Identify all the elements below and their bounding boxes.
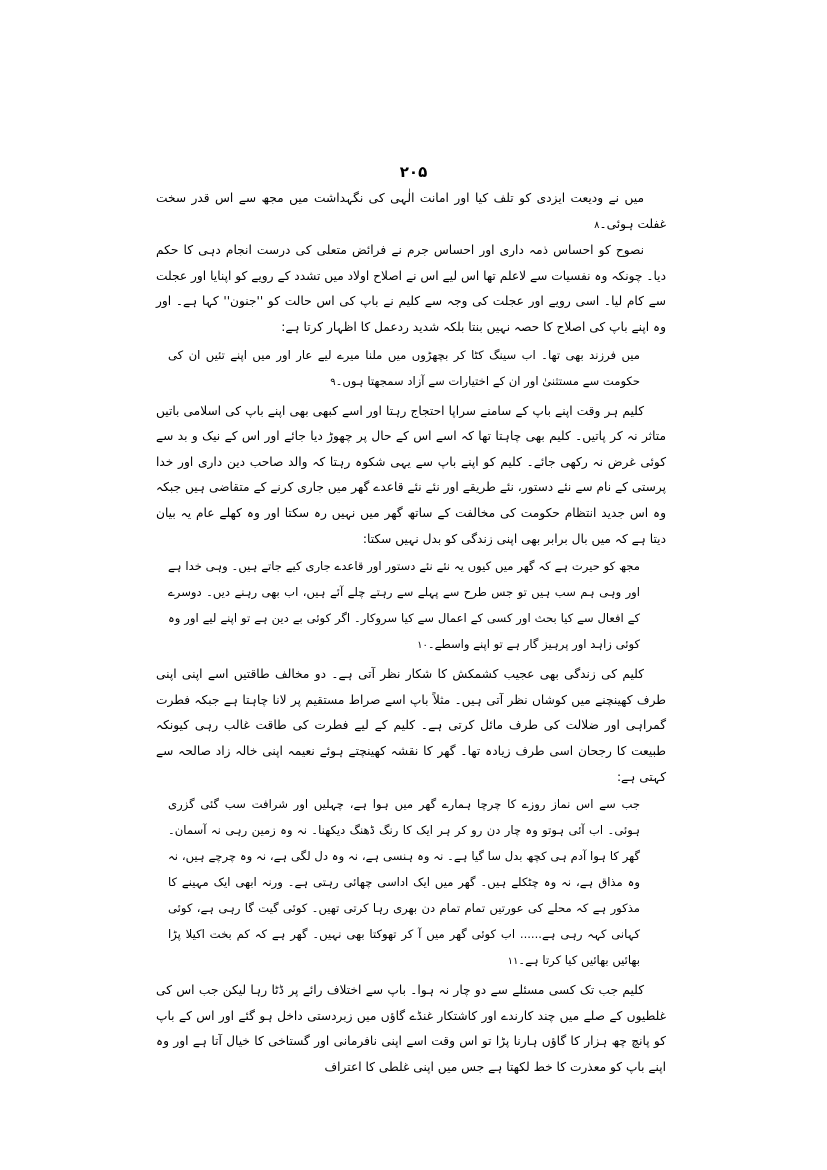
paragraph [156, 238, 666, 340]
quote-text: جب سے اس نماز روزے کا چرچا ہمارے گھر میں ہوا ہے، چہلیں اور شرافت سب گئی گزری ہوئی۔ اب آئی ہوتو وہ چار دن رو کر ہر ایک کا رنگ ڈھنگ دیکھنا۔ نہ وہ زمین رہی نہ آسمان۔ گھر کا ہوا آدم ہی کچھ بدل سا گیا ہے۔ نہ وہ ہنسی ہے، نہ وہ دل لگی ہے، نہ وہ چرچے ہیں، نہ وہ مذاق ہے، نہ وہ چٹکلے ہیں۔ گھر میں ایک اداسی چھائی رہتی ہے۔ ورنہ ابھی ایک مہینے کا مذکور ہے کہ محلے کی عورتیں تمام تمام دن بھری رہا کرتی تھیں۔ کوئی گیت گا رہی ہے، کوئی کہانی کہہ رہی ہے...... اب کوئی گھر میں آ کر تھوکتا بھی نہیں۔ گھر ہے کہ کم بخت اکیلا پڑا بھائیں بھائیں کیا کرتا ہے۔ [168, 797, 640, 968]
paragraph-text: میں نے ودیعت ایزدی کو تلف کیا اور امانت الٰہی کی نگہداشت میں مجھ سے اس قدر سخت غفلت ہوئی۔ [156, 191, 666, 231]
page-number: ۲۰۵ [399, 163, 428, 181]
paragraph-text: کلیم کی زندگی بھی عجیب کشمکش کا شکار نظر آتی ہے۔ دو مخالف طاقتیں اسے اپنی اپنی طرف کھینچنے میں کوشاں نظر آتی ہیں۔ مثلاً باپ اسے صراط مستقیم پر لانا چاہتا ہے جبکہ فطرت گمراہی اور ضلالت کی طرف مائل کرتی ہے۔ کلیم کے لیے فطرت کی طاقت غالب رہی کیونکہ طبیعت کا رجحان اسی طرف زیادہ تھا۔ گھر کا نقشہ کھینچتے ہوئے نعیمہ اپنی خالہ زاد صالحہ سے کہتی ہے: [156, 667, 666, 784]
paragraph [156, 662, 666, 790]
paragraph [156, 186, 666, 238]
paragraph [156, 978, 666, 1080]
page-body [156, 186, 666, 1080]
quote-text: میں فرزند بھی تھا۔ اب سینگ کٹا کر بچھڑوں میں ملنا میرے لیے عار اور میں اپنے تئیں ان کی حکومت سے مستثنیٰ اور ان کے اختیارات سے آزاد سمجھتا ہوں۔ [168, 347, 640, 388]
quote-text: مجھ کو حیرت ہے کہ گھر میں کیوں یہ نئے نئے دستور اور قاعدے جاری کیے جاتے ہیں۔ وہی خدا ہے اور وہی ہم سب ہیں تو جس طرح سے پہلے سے رہتے چلے آئے ہیں، اب بھی رہنے دیں۔ دوسرے کے افعال سے کیا بحث اور کسی کے اعمال سے کیا سروکار۔ اگر کوئی بے دین ہے تو اپنے لیے اور وہ کوئی زاہد اور پرہیز گار ہے تو اپنے واسطے۔ [168, 559, 640, 652]
paragraph [156, 399, 666, 553]
footnote-ref: ۱۱ [507, 956, 519, 968]
block-quote [168, 342, 640, 396]
footnote-ref: ۸ [594, 219, 600, 231]
paragraph-text: کلیم جب تک کسی مسئلے سے دو چار نہ ہوا۔ باپ سے اختلاف رائے پر ڈٹا رہا لیکن جب اس کی غلطیوں کے صلے میں چند کارندے اور کاشتکار غنڈے گاؤں میں زبردستی داخل ہو گئے اور اس کے باپ کو پانچ چھ ہزار کا گاؤں ہارنا پڑا تو اس وقت اسے اپنی نافرمانی اور گستاخی کا خیال آتا ہے اور وہ اپنے باپ کو معذرت کا خط لکھتا ہے جس میں اپنی غلطی کا اعتراف [156, 983, 666, 1074]
paragraph-text: کلیم ہر وقت اپنے باپ کے سامنے سراپا احتجاج رہتا اور اسے کبھی بھی اپنے باپ کی اسلامی باتیں متاثر نہ کر پاتیں۔ کلیم بھی چاہتا تھا کہ اسے اس کے حال پر چھوڑ دیا جائے اور اس کے نیک و بد سے کوئی غرض نہ رکھی جائے۔ کلیم کو اپنے باپ سے یہی شکوہ رہتا کہ والد صاحب دین داری اور خدا پرستی کے نام سے نئے دستور، نئے طریقے اور نئے نئے قاعدے گھر میں جاری کرنے کے متقاضی ہیں جبکہ وہ اس جدید انتظام حکومت کی مخالفت کے ساتھ گھر میں نہیں رہ سکتا اور وہ کھلے عام یہ بیان دیتا ہے کہ میں بال برابر بھی اپنی زندگی کو بدل نہیں سکتا: [156, 403, 666, 546]
footnote-ref: ۹ [330, 376, 336, 388]
block-quote [168, 553, 640, 659]
footnote-ref: ۱۰ [417, 640, 428, 652]
block-quote [168, 791, 640, 975]
paragraph-text: نصوح کو احساس ذمہ داری اور احساس جرم نے فرائض متعلی کی درست انجام دہی کا حکم دیا۔ چونکہ وہ نفسیات سے لاعلم تھا اس لیے اس نے اصلاح اولاد میں تشدد کے رویے کو اپنایا اور عجلت سے کام لیا۔ اسی رویے اور عجلت کی وجہ سے کلیم نے باپ کی اس حالت کو ''جنون'' کہا ہے۔ اور وہ اپنے باپ کی اصلاح کا حصہ نہیں بنتا بلکہ شدید ردعمل کا اظہار کرتا ہے: [156, 243, 666, 334]
